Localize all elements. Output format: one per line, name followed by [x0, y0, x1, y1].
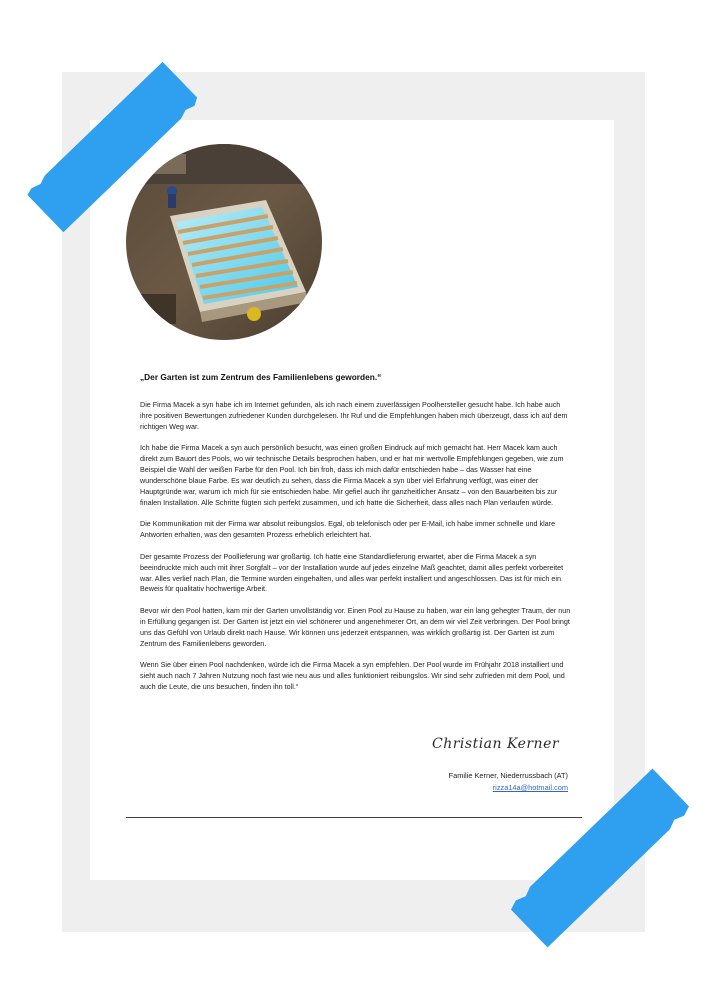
sender-email-link[interactable]: rizza14a@hotmail.com — [492, 783, 568, 792]
letter-paragraph: Wenn Sie über einen Pool nachdenken, würde ich die Firma Macek a syn empfehlen. Der Pool wurde im Frühjahr 2018 installiert und sieht auch nach 7 Jahren Nutzung noch fast wie neu aus und alles funktioniert reibungslos. Wir sind sehr zufrieden mit dem Pool, und auch die Leute, die uns besuchen, finden ihn toll.“ — [140, 660, 565, 691]
footer-divider — [126, 817, 582, 818]
letter-body — [140, 400, 572, 704]
letter-headline: „Der Garten ist zum Zentrum des Familienlebens geworden.“ — [140, 372, 382, 382]
letter-paragraph: Bevor wir den Pool hatten, kam mir der Garten unvollständig vor. Einen Pool zu Hause zu haben, war ein lang gehegter Traum, der nun in Erfüllung gegangen ist. Der Garten ist jetzt ein viel schönerer und angenehmerer Ort, an dem wir viel Zeit verbringen. Der Pool bringt uns das Gefühl von Urlaub direkt nach Hause. Wir können uns jederzeit entspannen, was wirklich großartig ist. Der Garten ist zum Zentrum des Familienlebens geworden. — [140, 605, 571, 648]
letter-paragraph: Die Kommunikation mit der Firma war absolut reibungslos. Egal, ob telefonisch oder per E-Mail, ich habe immer schnelle und klare Antworten erhalten, was den gesamten Prozess erheblich erleichtert hat. — [140, 519, 556, 540]
letter-paragraph: Ich habe die Firma Macek a syn auch persönlich besucht, was einen großen Eindruck auf mich gemacht hat. Herr Macek kam auch direkt zum Bauort des Pools, wo wir technische Details besprochen haben, und er hat mir wertvolle Empfehlungen gegeben, wie zum Beispiel die Wahl der weißen Farbe für den Pool. Ich bin froh, dass ich mich dafür entschieden habe – das Wasser hat eine wunderschöne blaue Farbe. Es war deutlich zu sehen, dass die Firma Macek a syn über viel Erfahrung verfügt, was einer der Hauptgründe war, warum ich mich für sie entschieden habe. Mir gefiel auch ihr ganzheitlicher Ansatz – von den Bauarbeiten bis zur finalen Installation. Alle Schritte fügten sich perfekt zusammen, und ich hatte die Sicherheit, dass alles nach Plan verlaufen würde. — [140, 443, 564, 507]
letter-paragraph: Die Firma Macek a syn habe ich im Internet gefunden, als ich nach einem zuverlässigen Poolhersteller gesucht habe. Ich habe auch ihre positiven Bewertungen zufriedener Kunden durchgelesen. Ihr Ruf und die Empfehlungen haben mich überzeugt, dass ich auf dem richtigen Weg war. — [140, 400, 568, 431]
handwritten-signature: Christian Kerner — [432, 736, 560, 752]
pool-photo-illustration — [126, 144, 322, 340]
letter-paragraph: Der gesamte Prozess der Poollieferung war großartig. Ich hatte eine Standardlieferung erwartet, aber die Firma Macek a syn beeindruckte mich auch mit ihrer Sorgfalt – vor der Installation wurde auf jedes einzelne Maß geachtet, damit alles perfekt vorbereitet war. Alles verlief nach Plan, die Termine wurden eingehalten, und alles war perfekt installiert und angeschlossen. Das ist für mich ein Beweis für qualitativ hochwertige Arbeit. — [140, 551, 564, 594]
pool-construction-photo — [126, 144, 322, 340]
sender-line: Familie Kerner, Niederrussbach (AT) — [448, 771, 568, 780]
